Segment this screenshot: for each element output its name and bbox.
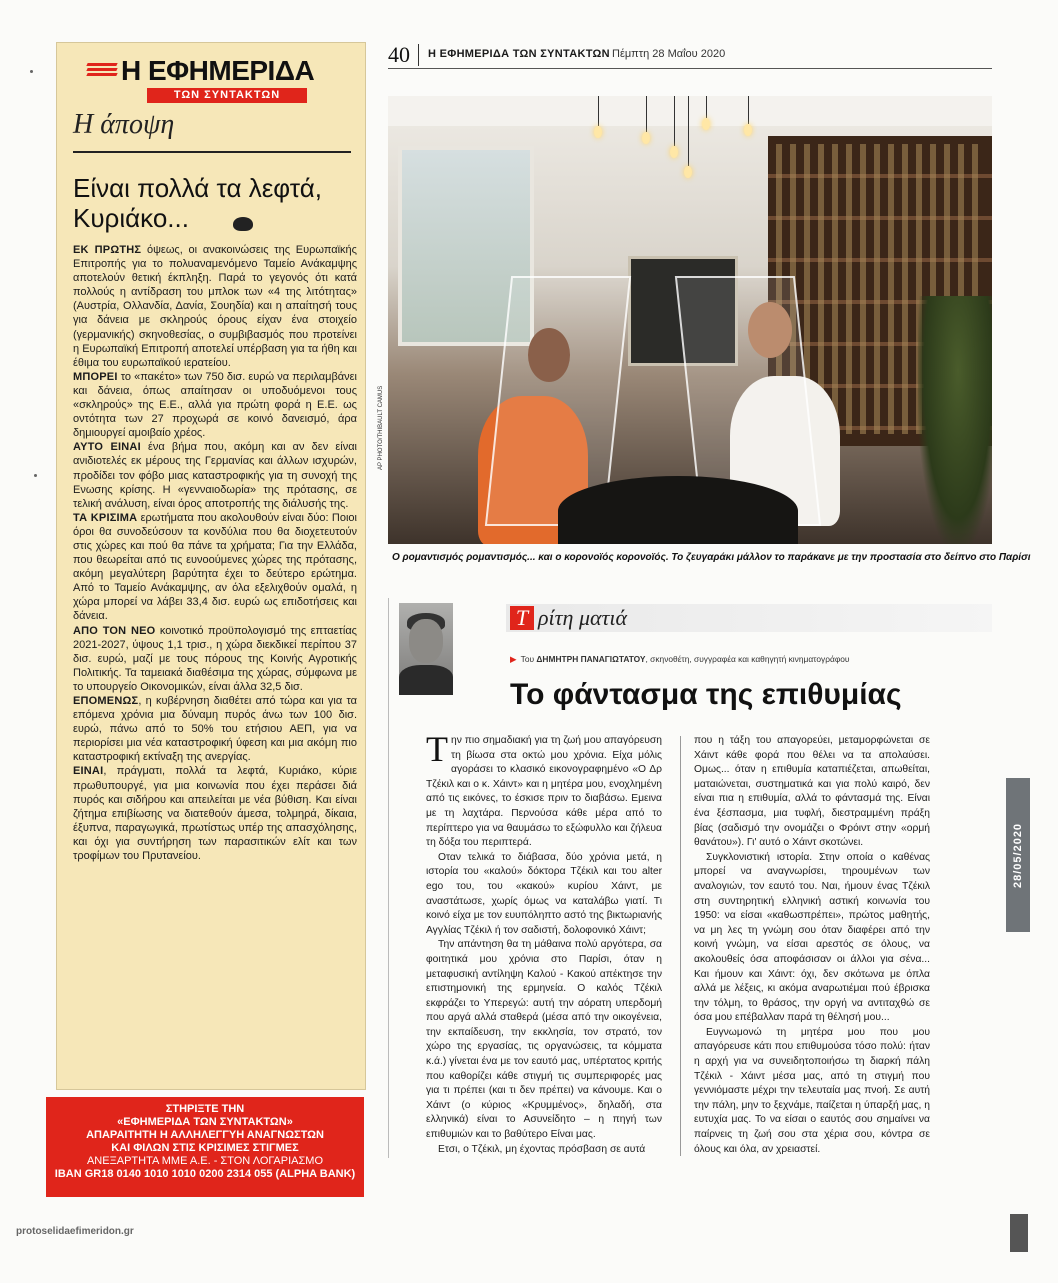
masthead-title: Η ΕΦΗΜΕΡΙΔΑ [121, 55, 315, 86]
paragraph-lead: ΜΠΟΡΕΙ [73, 370, 118, 383]
opinion-title-line1: Είναι πολλά τα λεφτά, [73, 173, 322, 203]
article-title: Το φάντασμα της επιθυμίας [510, 678, 902, 711]
paragraph-lead: ΤΑ ΚΡΙΣΙΜΑ [73, 511, 138, 524]
opinion-paragraph [73, 243, 357, 370]
support-line: ΣΤΗΡΙΞΤΕ ΤΗΝ [165, 1103, 245, 1115]
opinion-title-line2: Κυριάκο... [73, 203, 189, 233]
column-tab-letter: Τ [510, 606, 534, 630]
bowler-hat-icon [233, 217, 253, 231]
paragraph-text: όψεως, οι ανακοινώσεις της Ευρωπαϊκής Επιτροπής για το πολυαναμενόμενο Ταμείο Ανάκαμψης αποτελούν θετική έκπληξη. Παρά το γεγονός ότι κατά πολλούς η αντίδραση του μπλοκ των «4 της λιτότητας» (Αυστρία, Ολλανδία, Δανία, Σουηδία) και η απαίτησή τους για δάνεια με σκληρούς όρους είχαν ένα στοιχείο (γερμανικής) σκηνοθεσίας, ο συμβιβασμός που προτείνει η Ευρωπαϊκή Επιτροπή αποτελεί υπέρβαση για τα ήθη και έθιμα του ευρωπαϊκού ιερατείου. [73, 244, 357, 369]
byline [510, 654, 849, 664]
paragraph-lead: ΑΠΟ ΤΟΝ ΝΕΟ [73, 624, 156, 637]
article-column-left [426, 729, 662, 1157]
byline-prefix: Του [520, 654, 537, 664]
masthead-logo [87, 55, 337, 103]
divider [73, 151, 351, 153]
byline-suffix: , σκηνοθέτη, συγγραφέα και καθηγητή κινηματογράφου [645, 654, 850, 664]
site-watermark: protoselidaefimeridon.gr [16, 1226, 134, 1237]
paragraph-lead: ΕΠΟΜΕΝΩΣ [73, 695, 139, 707]
article-paragraph: Συγκλονιστική ιστορία. Στην οποία ο καθένας μπορεί να αναγνωρίσει, τηρουμένων των αναλογιών, τον εαυτό του. Ναι, ήμουν ένας Τζέκιλ στη συντηρητική ελληνική αστική κοινωνία του 1950: να είσαι «καθωσπρέπει», πρώτος μαθητής, να μη λες τη γνώμη σου όταν διαφέρει από την κοινή γνώμη, να είσαι αρεστός σε όλους, να ακολουθείς όσα αποφάσισαν οι άλλοι για σένα... Και ήμουν και Χάιντ: όχι, δεν σκότωνα με όπλα αλλά με λέξεις, κι ακόμα αναρωτιέμαι πού έβρισκα την τόλμη, το θράσος, την οργή να αντιταχθώ σε όσα μου επέβαλλαν παρά τη θέλησή μου... [694, 851, 930, 1024]
article-paragraph: που η τάξη του απαγορεύει, μεταμορφώνεται σε Χάιντ κάθε φορά που θέλει να τα απολαύσει. Ομως... όταν η επιθυμία καταπιέζεται, απωθείται, ματαιώνεται, συστηματικά και για πολύ καιρό, δεν είναι πια η επιθυμία, αλλά το φάντασμά της. Είναι ένα ξέσπασμα, μια τυφλή, διεστραμμένη πράξη βίας (σαδισμό την ονομάζει ο Φρόιντ στην «ορμή θανάτου»). Γι' αυτό ο Χάιντ σκοτώνει. [694, 735, 930, 849]
opinion-paragraph [73, 440, 357, 510]
edge-dot [30, 70, 33, 73]
support-line: ΑΝΕΞΑΡΤΗΤΑ ΜΜΕ Α.Ε. - ΣΤΟΝ ΛΟΓΑΡΙΑΣΜΟ [86, 1155, 324, 1167]
paragraph-text: ην πιο σημαδιακή για τη ζωή μου απαγόρευση τη βίωσα στα οκτώ μου χρόνια. Είχα μόλις αγοράσει το κλασικό εικονογραφημένο «Ο Δρ Τζέκιλ και ο κ. Χάιντ» και η μητέρα μου, ενοχλημένη από τις εικόνες, το έσκισε πριν το διαβάσω. Εμεινα με τη λαχτάρα. Περνούσα κάθε μέρα από το περίπτερο για να θαυμάσω το εξώφυλλο και ζήλευα τη δόξα του περιπτερά. [426, 735, 662, 849]
divider [680, 736, 681, 1156]
paragraph-text: κοινοτικό προϋπολογισμό της επταετίας 2021-2027, ύψους 1,1 τρισ., η χώρα διεκδικεί περίπου 37 δισ. ευρώ, μαζί με τους πόρους της Κοινής Αγροτικής Πολιτικής. Τα ταμειακά διαθέσιμα της χώρας, σύμφωνα με το υπουργείο Οικονομικών, είναι άλλα 32,5 δισ. [73, 624, 357, 693]
paragraph-lead: ΕΚ ΠΡΩΤΗΣ [73, 244, 142, 256]
paragraph-text: ερωτήματα που ακολουθούν είναι δύο: Ποιοι όροι θα συνοδεύσουν τα κονδύλια που θα διοχετευτούν στις χώρες και πού θα πάνε τα χρήματα; Για την Ελλάδα, που θεωρείται από τις ευνοούμενες χώρες της πρότασης, ακόμη μεγαλύτερη βαρύτητα έχει το δεύτερο ερώτημα. Από το Ταμείο Ανάκαμψης, αν όλα εξελιχθούν ομαλά, η χώρα μπορεί να λάβει 33,4 δισ. ευρώ ως επιδοτήσεις και δάνεια. [73, 511, 357, 623]
paragraph-text: ένα βήμα που, ακόμη και αν δεν είναι ανιδιοτελές εκ μέρους της Γερμανίας και άλλων ισχυρών, προδίδει τον φόβο μιας καταστροφικής για τη συνοχή της Ενωσης κρίσης. Η «γενναιοδωρία» της πρότασης, σε τελική ανάλυση, είναι όρος αποτροπής της διάλυσής της. [73, 441, 357, 510]
page-number: 40 [388, 42, 410, 67]
paragraph-lead: ΕΙΝΑΙ [73, 765, 104, 778]
article-column-right [694, 734, 930, 1157]
paragraph-text: , η κυβέρνηση διαθέτει από τώρα και για τα επόμενα χρόνια μια δύναμη πυρός άνω των 100 δισ. ευρώ, πάνω από το 50% του ετήσιου ΑΕΠ, για να περιορίσει μια νέα καταστροφική ύφεση και μια ακόμη πιο καταστροφική εκτίναξη της ανεργίας. [73, 695, 357, 764]
article-paragraph: Ετσι, ο Τζέκιλ, μη έχοντας πρόσβαση σε αυτά [438, 1143, 646, 1155]
paragraph-text: το «πακέτο» των 750 δισ. ευρώ να περιλαμβάνει και δάνεια, όπως απαίτησαν οι υποδυόμενοι τους «σκληρούς» της Ε.Ε., αλλά για πρώτη φορά η Ε.Ε. ως οντότητα των 27 προχωρά σε κοινό δανεισμό, άρα δημιουργεί αμοιβαίο χρέος. [73, 370, 357, 440]
restaurant-photo [388, 96, 992, 544]
column-name: ρίτη ματιά [538, 605, 628, 630]
opinion-title [73, 173, 353, 233]
photo-credit: AP PHOTO/THIBAULT CAMUS [378, 385, 384, 470]
author-name: ΔΗΜΗΤΡΗ ΠΑΝΑΓΙΩΤΑΤΟΥ [536, 654, 646, 664]
opinion-paragraph [73, 370, 357, 440]
support-line: ΚΑΙ ΦΙΛΩΝ ΣΤΙΣ ΚΡΙΣΙΜΕΣ ΣΤΙΓΜΕΣ [111, 1142, 299, 1154]
divider [388, 598, 389, 1158]
support-line: ΑΠΑΡΑΙΤΗΤΗ Η ΑΛΛΗΛΕΓΓΥΗ ΑΝΑΓΝΩΣΤΩΝ [86, 1129, 324, 1141]
header-paper-name: Η ΕΦΗΜΕΡΙΔΑ ΤΩΝ ΣΥΝΤΑΚΤΩΝ [428, 48, 610, 60]
logo-stripes-icon [87, 63, 117, 79]
iban-line: IBAN GR18 0140 1010 1010 0200 2314 055 (ALPHA BANK) [54, 1168, 356, 1180]
paragraph-lead: ΑΥΤΟ ΕΙΝΑΙ [73, 441, 141, 454]
date-stamp: 28/05/2020 [1006, 778, 1030, 932]
triangle-right-icon: ▶ [510, 654, 517, 664]
opinion-body [73, 243, 357, 863]
header-date: Πέμπτη 28 Μαΐου 2020 [612, 48, 726, 60]
author-portrait [399, 603, 453, 695]
opinion-paragraph [73, 764, 357, 863]
article-paragraph [426, 729, 662, 851]
edge-dot [34, 474, 37, 477]
opinion-paragraph [73, 694, 357, 764]
opinion-paragraph [73, 511, 357, 624]
divider [388, 68, 992, 69]
masthead-subtitle: ΤΩΝ ΣΥΝΤΑΚΤΩΝ [147, 88, 307, 103]
paragraph-text: , πράγματι, πολλά τα λεφτά, Κυριάκο, κύριε πρωθυπουργέ, για μια κοινωνία που έχει περάσει διά πυρός και σιδήρου και απειλείται με νέα βύθιση. Και είναι ζήτημα επιβίωσης να διατεθούν άμεσα, τολμηρά, δίκαια, έξυπνα, παραγωγικά, πρωτίστως υπέρ της απασχόλησης, και όχι για συντήρηση των παρασιτικών ελίτ και των τροφίμων του Πρυτανείου. [73, 765, 357, 863]
support-line: «ΕΦΗΜΕΡΙΔΑ ΤΩΝ ΣΥΝΤΑΚΤΩΝ» [117, 1116, 293, 1128]
opinion-kicker: Η άποψη [73, 109, 175, 140]
edge-marker [1010, 1214, 1028, 1252]
opinion-paragraph [73, 624, 357, 694]
article-paragraph: Την απάντηση θα τη μάθαινα πολύ αργότερα, σα φοιτητικά μου χρόνια στο Παρίσι, όταν η μεταφυσική αντίληψη Καλού - Κακού απέκτησε την επιστημονική της ερμηνεία. Ο καλός Τζέκιλ εκφράζει το Υπερεγώ: αυτή την αόρατη υπερδομή που αργά αλλά σταθερά (μέσα από την οικογένεια, την εκπαίδευση, την εκκλησία, τον στρατό, τον χώρο της εργασίας, τις οργανώσεις, τα κόμματα κ.ά.) γίνεται ένα με τον εαυτό μας, υπέρτατος κριτής που καθορίζει κάθε στιγμή τις συμπεριφορές μας για τι πρέπει (και τι δεν πρέπει) να κάνουμε. Και ο Χάιντ (ο κύριος «Κρυμμένος», δηλαδή, στα ελληνικά) είναι το Ασυνείδητο – η πηγή των επιθυμιών και το βαθύτερο Είναι μας. [426, 939, 662, 1141]
photo-caption: Ο ρομαντισμός ρομαντισμός... και ο κορονοϊός κορονοϊός. Το ζευγαράκι μάλλον το παράκανε με την προστασία στο δείπνο στο Παρίσι [392, 552, 1031, 563]
support-banner [46, 1097, 364, 1197]
opinion-column [56, 42, 366, 1090]
divider [418, 44, 419, 66]
dropcap: Τ [426, 729, 448, 769]
article-paragraph: Οταν τελικά το διάβασα, δύο χρόνια μετά, η ιστορία του «καλού» δόκτορα Τζέκιλ και του alter ego του, του «κακού» κυρίου Χάιντ, με αναστάτωσε, χωρίς όμως να καταλάβω γιατί. Τι κοινό είχα με τον ευυπόληπτο αστό της βικτωριανής Αγγλίας Τζέκιλ ή τον σαδιστή, δολοφονικό Χάιντ; [426, 851, 662, 936]
article-paragraph: Ευγνωμονώ τη μητέρα μου που μου απαγόρευσε κάτι που επιθυμούσα τόσο πολύ: ήταν η αρχή για να συνειδητοποιήσω τη διαρκή πάλη Τζέκιλ - Χάιντ μέσα μας, από τη στιγμή που γεννιόμαστε μέχρι την τελευταία μας πνοή. Σε αυτή την πάλη, μην το ξεχνάμε, παίζεται η ύπαρξή μας, η ευτυχία μας. Το να είσαι ο εαυτός σου σημαίνει να παίρνεις τη ζωή σου στα χέρια σου, κόντρα σε όλους και όλα, αν χρειαστεί. [694, 1026, 930, 1155]
